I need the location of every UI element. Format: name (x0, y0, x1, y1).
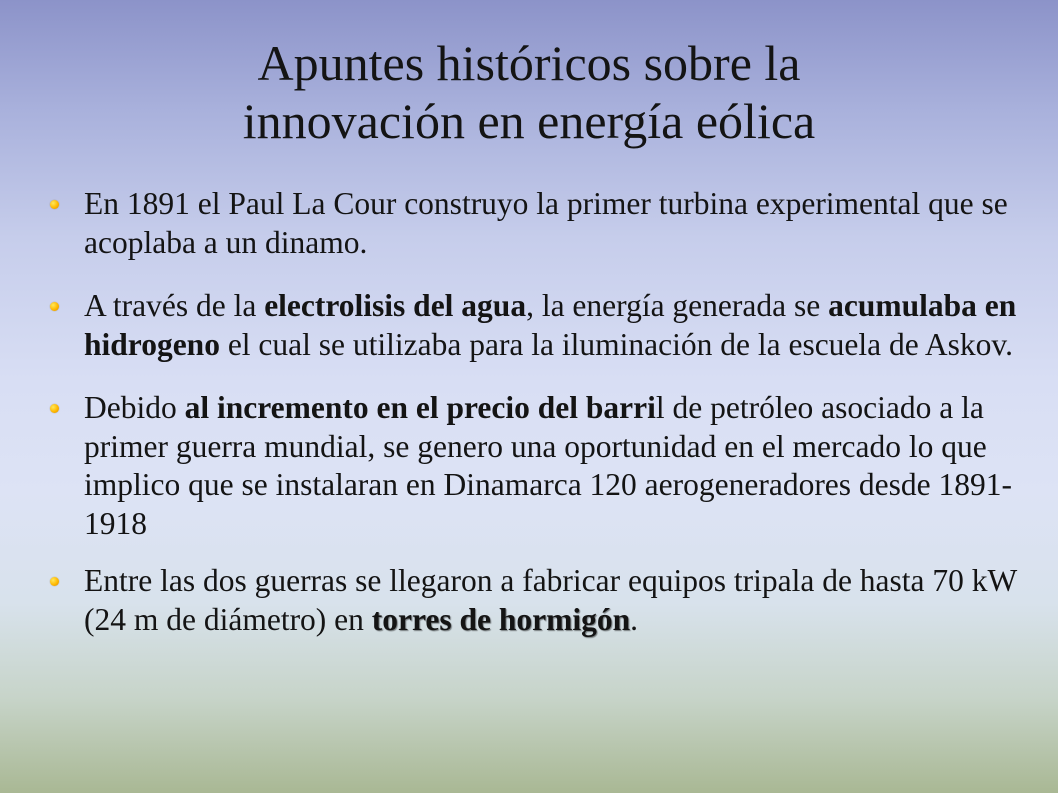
slide-title (0, 34, 1058, 150)
bullet-text-3 (84, 390, 1012, 541)
bullet-item-4 (0, 562, 1058, 639)
bullet-2-segment-3: , la energía generada se (526, 288, 829, 323)
bullet-dot-icon (50, 302, 59, 311)
bullet-2-segment-1: A través de la (84, 288, 265, 323)
bullet-item-2 (0, 287, 1058, 364)
bullet-item-1 (0, 185, 1058, 262)
bullet-text-1 (84, 186, 1008, 260)
bullet-2-segment-5: el cual se utilizaba para la iluminación de la escuela de Askov. (219, 326, 1013, 362)
bullet-4-bold-torres: torres de hormigón (371, 601, 631, 637)
bullet-2-bold-acumulaba: acumulaba en hidrogeno (84, 288, 1017, 362)
bullet-dot-icon (50, 577, 59, 586)
bullet-2-bold-electrolisis: electrolisis del agua (264, 288, 527, 323)
bullet-item-3 (0, 389, 1058, 543)
bullet-dot-icon (50, 404, 59, 413)
bullet-dot-icon (50, 200, 59, 209)
bullet-3-segment-3: l de petróleo asociado a la primer guerra mundial, se genero una oportunidad en el mercado lo que implico que se instalaran en Dinamarca 120 aerogeneradores desde 1891-1918 (84, 390, 1013, 541)
slide-title-line-2: innovación en energía eólica (242, 93, 816, 149)
bullet-3-bold-incremento: al incremento en el precio del barri (184, 390, 656, 425)
slide-title-line-1: Apuntes históricos sobre la (257, 35, 801, 91)
bullet-4-segment-1: Entre las dos guerras se llegaron a fabricar equipos tripala de hasta 70 kW (24 m de diámetro) en (84, 563, 1017, 637)
bullet-4-segment-3: . (630, 601, 639, 637)
bullet-text-2 (84, 288, 1016, 362)
bullet-text-4 (84, 563, 1017, 637)
bullet-1-segment-1: En 1891 el Paul La Cour construyo la primer turbina experimental que se acoplaba a un dinamo. (84, 186, 1008, 260)
bullet-3-segment-1: Debido (84, 390, 185, 425)
bullet-list (0, 185, 1058, 664)
